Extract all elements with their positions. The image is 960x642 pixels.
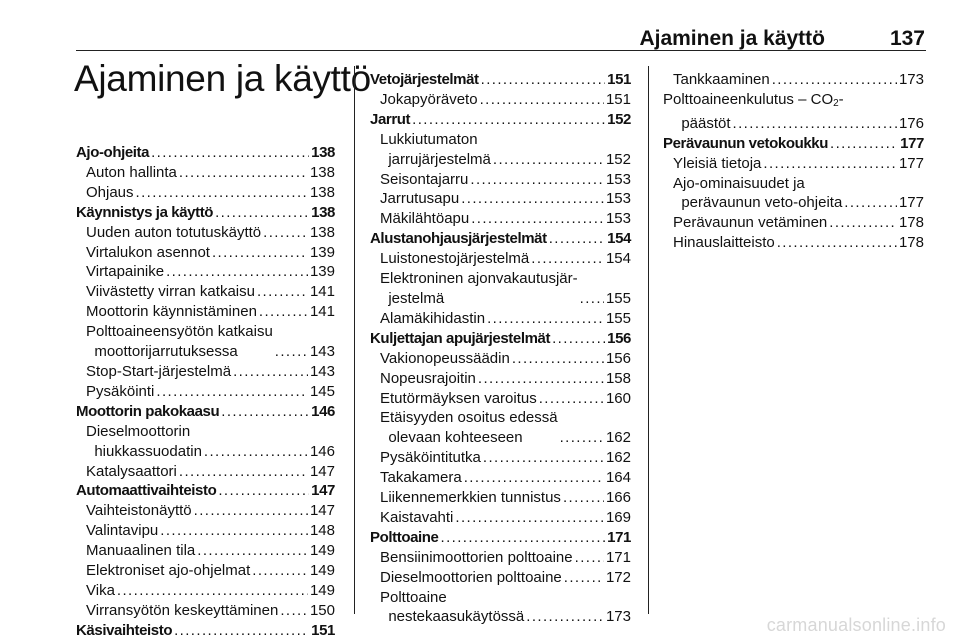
toc-page-number: 151 [311, 621, 335, 639]
chapter-title: Ajaminen ja käyttö [74, 58, 371, 99]
toc-section-entry[interactable] [76, 402, 335, 422]
toc-entry-label: Katalysaattori [86, 462, 177, 480]
toc-page-number: 147 [309, 502, 335, 520]
toc-page-number: 145 [309, 382, 335, 400]
dot-leader [563, 488, 604, 508]
toc-subsection-entry[interactable] [370, 568, 631, 588]
toc-entry-label: Käynnistys ja käyttö [76, 203, 214, 221]
toc-page-number: 150 [309, 601, 335, 619]
toc-page-number: 164 [605, 469, 631, 487]
toc-subsection-entry[interactable] [370, 468, 631, 488]
toc-page-number: 147 [311, 482, 335, 500]
toc-subsection-entry[interactable] [370, 170, 631, 190]
dot-leader [552, 329, 605, 349]
toc-column-middle [370, 70, 631, 627]
dot-leader [212, 243, 308, 263]
toc-entry-label: Kuljettajan apujärjestelmät [370, 329, 551, 347]
toc-page-number: 143 [309, 362, 335, 380]
toc-entry-label: Polttoaine [370, 528, 439, 546]
toc-section-entry[interactable] [76, 143, 335, 163]
toc-page-number: 153 [605, 170, 631, 188]
toc-page-number: 151 [605, 90, 631, 108]
toc-page-number: 149 [309, 581, 335, 599]
toc-entry-label: Pysäköintitutka [380, 449, 481, 467]
toc-page-number: 166 [605, 489, 631, 507]
dot-leader [136, 183, 308, 203]
toc-page-number: 178 [898, 234, 924, 252]
toc-entry-label: Virransyötön keskeyttäminen [86, 601, 279, 619]
toc-entry-label: Lukkiutumaton jarrujärjestelmä [380, 130, 491, 168]
dot-leader [564, 568, 604, 588]
toc-page-number: 171 [607, 528, 631, 546]
dot-leader [487, 309, 604, 329]
dot-leader [263, 223, 308, 243]
toc-entry-label-cont: päästöt [673, 114, 731, 132]
dot-leader [531, 249, 604, 269]
toc-subsection-entry[interactable] [370, 90, 631, 110]
toc-page-number: 138 [309, 223, 335, 241]
dot-leader [166, 262, 308, 282]
toc-page-number: 156 [605, 349, 631, 367]
toc-entry-label: Jarrutusapu [380, 190, 460, 208]
toc-entry-label: Käsivaihteisto [76, 621, 173, 639]
toc-entry-label: Etäisyyden osoitus edessä olevaan kohteeseen [380, 409, 558, 447]
dot-leader [830, 134, 898, 154]
toc-page-number: 143 [309, 343, 335, 361]
toc-subsection-entry[interactable] [370, 408, 631, 448]
toc-subsection-entry[interactable] [370, 349, 631, 369]
toc-subsection-entry[interactable] [370, 189, 631, 209]
toc-section-entry[interactable] [663, 134, 924, 154]
toc-page-number: 160 [605, 389, 631, 407]
dot-leader [455, 508, 604, 528]
toc-entry-label: Dieselmoottorien polttoaine [380, 568, 562, 586]
dot-leader [218, 481, 309, 501]
dot-leader [160, 521, 308, 541]
toc-entry-label: Virtapainike [86, 263, 165, 281]
toc-entry-label: Ajo-ominaisuudet ja perävaunun veto-ohjeita [673, 174, 843, 212]
page-number: 137 [889, 27, 925, 50]
toc-page-number: 155 [605, 289, 631, 307]
toc-page-number: 154 [607, 230, 631, 248]
toc-page-number: 171 [605, 548, 631, 566]
toc-entry-label: Polttoaineensyötön katkaisu moottorijarrutuksessa [86, 323, 273, 361]
dot-leader [151, 143, 309, 163]
dot-leader [829, 213, 897, 233]
dot-leader [257, 282, 308, 302]
toc-subsection-entry[interactable] [663, 233, 924, 253]
toc-entry-label: Vetojärjestelmät [370, 71, 479, 88]
toc-page-number: 149 [309, 562, 335, 580]
toc-subsection-entry[interactable] [76, 262, 335, 282]
dot-leader [194, 501, 308, 521]
dot-leader [471, 209, 604, 229]
dot-leader [512, 349, 604, 369]
toc-subsection-entry[interactable] [76, 322, 335, 362]
toc-page-number: 162 [605, 429, 631, 447]
toc-entry-label: Uuden auton totutuskäyttö [86, 223, 262, 241]
toc-entry-label: Kaistavahti [380, 508, 454, 526]
dot-leader [844, 193, 897, 213]
toc-subsection-entry[interactable] [663, 174, 924, 214]
toc-entry-label: Luistonestojärjestelmä [380, 250, 530, 268]
toc-column-right [663, 70, 924, 253]
dot-leader [215, 203, 309, 223]
toc-subsection-entry[interactable] [370, 209, 631, 229]
toc-entry-label: Perävaunun vetokoukku [663, 134, 828, 152]
dot-leader [174, 621, 309, 641]
toc-entry-label: Elektroniset ajo-ohjelmat [86, 562, 251, 580]
dot-leader [580, 289, 604, 309]
toc-page-number: 153 [605, 190, 631, 208]
toc-subsection-entry[interactable] [663, 154, 924, 174]
toc-section-entry[interactable] [370, 110, 631, 130]
dot-leader [197, 541, 308, 561]
dot-leader [117, 581, 308, 601]
dot-leader [259, 302, 308, 322]
toc-subsection-entry[interactable] [76, 501, 335, 521]
toc-subsection-entry[interactable] [76, 243, 335, 263]
dot-leader [179, 163, 308, 183]
toc-entry-label: Vaihteistonäyttö [86, 502, 192, 520]
dot-leader [777, 233, 897, 253]
dot-leader [280, 601, 308, 621]
dot-leader [549, 229, 605, 249]
toc-page-number: 177 [898, 154, 924, 172]
toc-subsection-entry[interactable] [370, 269, 631, 309]
dot-leader [733, 114, 897, 134]
toc-section-entry[interactable] [370, 70, 631, 90]
toc-subsection-entry[interactable] [76, 362, 335, 382]
toc-page-number: 147 [309, 462, 335, 480]
toc-page-number: 141 [309, 283, 335, 301]
toc-column-left [76, 143, 335, 641]
toc-entry-label: Perävaunun vetäminen [673, 214, 828, 232]
toc-section-entry[interactable] [76, 481, 335, 501]
toc-entry-label: Hinauslaitteisto [673, 234, 775, 252]
toc-subsection-entry[interactable] [76, 601, 335, 621]
toc-entry-label: Alustanohjausjärjestelmät [370, 230, 547, 248]
toc-entry-label: Viivästetty virran katkaisu [86, 283, 255, 301]
toc-entry-label: Tankkaaminen [673, 71, 770, 88]
toc-entry-label: Vakionopeussäädin [380, 349, 510, 367]
toc-section-entry[interactable] [76, 203, 335, 223]
toc-entry-label: Jokapyöräveto [380, 90, 478, 108]
toc-page-number: 152 [605, 150, 631, 168]
dot-leader [560, 428, 604, 448]
toc-section-entry[interactable] [76, 621, 335, 641]
toc-subsection-entry[interactable] [76, 183, 335, 203]
toc-section-entry[interactable] [370, 229, 631, 249]
toc-entry-label: Pysäköinti [86, 382, 155, 400]
toc-page-number: 173 [605, 608, 631, 626]
toc-page-number: 148 [309, 522, 335, 540]
dot-leader [483, 448, 604, 468]
toc-subsection-entry[interactable] [370, 508, 631, 528]
toc-page-number: 149 [309, 542, 335, 560]
toc-page-number: 139 [309, 243, 335, 261]
dot-leader [480, 90, 604, 110]
toc-page-number: 177 [898, 194, 924, 212]
dot-leader [179, 462, 308, 482]
toc-entry-label: Dieselmoottorin hiukkassuodatin [86, 422, 202, 460]
toc-entry-label [673, 114, 731, 134]
toc-entry-label: Moottorin pakokaasu [76, 402, 220, 420]
toc-subsection-entry[interactable] [663, 114, 924, 134]
dot-leader [221, 402, 309, 422]
toc-subsection-entry[interactable] [370, 130, 631, 170]
toc-entry-label: Moottorin käynnistäminen [86, 303, 257, 321]
toc-entry-label: Auton hallinta [86, 163, 177, 181]
toc-entry-label: Virtalukon asennot [86, 243, 210, 261]
toc-page-number: 154 [605, 250, 631, 268]
toc-page-number: 138 [309, 183, 335, 201]
dot-leader [481, 70, 606, 90]
toc-entry-label-text: Polttoaineenkulutus – CO [663, 90, 834, 108]
toc-page-number: 177 [900, 134, 924, 152]
toc-entry-label: Vika [86, 581, 115, 599]
dot-leader [493, 150, 604, 170]
toc-entry-label: Elektroninen ajonvakautusjär- jestelmä [380, 270, 578, 307]
toc-page-number: 156 [607, 329, 631, 347]
toc-entry-label: Etutörmäyksen varoitus [380, 389, 537, 407]
dot-leader [539, 389, 604, 409]
toc-entry-label: Valintavipu [86, 522, 159, 540]
toc-page-number: 169 [605, 508, 631, 526]
toc-subsection-entry[interactable] [76, 541, 335, 561]
toc-page-number: 138 [309, 163, 335, 181]
toc-subsection-entry[interactable] [76, 382, 335, 402]
header-divider [76, 50, 926, 51]
running-header-title: Ajaminen ja käyttö [639, 27, 825, 50]
toc-subsection-entry[interactable] [76, 282, 335, 302]
toc-entry-label: Stop-Start-järjestelmä [86, 362, 232, 380]
dot-leader [478, 369, 604, 389]
toc-entry-label: Yleisiä tietoja [673, 154, 762, 172]
toc-subsection-entry[interactable] [76, 223, 335, 243]
toc-page-number: 138 [311, 144, 335, 161]
toc-entry-label: Jarrut [370, 110, 411, 128]
subscript: 2 [833, 97, 839, 109]
toc-subsection-entry[interactable] [370, 588, 631, 628]
toc-subsection-entry[interactable] [370, 448, 631, 468]
dot-leader [275, 342, 308, 362]
toc-page-number: 178 [898, 214, 924, 232]
toc-subsection-entry[interactable] [663, 70, 924, 90]
dot-leader [526, 607, 604, 627]
toc-entry-label: Ohjaus [86, 183, 134, 201]
toc-section-entry[interactable] [370, 528, 631, 548]
toc-section-entry[interactable] [370, 329, 631, 349]
toc-subsection-entry[interactable] [76, 163, 335, 183]
toc-page-number: 173 [898, 71, 924, 88]
dot-leader [575, 548, 604, 568]
toc-page-number: 139 [309, 263, 335, 281]
toc-entry-label: Takakamera [380, 469, 462, 487]
toc-entry-label: Manuaalinen tila [86, 542, 196, 560]
toc-subsection-entry[interactable] [76, 521, 335, 541]
dot-leader [470, 170, 604, 190]
toc-entry-label: Liikennemerkkien tunnistus [380, 489, 561, 507]
toc-page-number: 146 [309, 442, 335, 460]
toc-page-number: 138 [311, 203, 335, 221]
toc-subsection-entry[interactable] [370, 389, 631, 409]
toc-entry-label: Alamäkihidastin [380, 309, 486, 327]
toc-subsection-entry[interactable] [370, 309, 631, 329]
dot-leader [763, 154, 897, 174]
toc-page-number: 153 [605, 210, 631, 228]
dot-leader [441, 528, 606, 548]
dot-leader [772, 70, 897, 90]
dot-leader [252, 561, 308, 581]
toc-entry-label: Seisontajarru [380, 170, 469, 188]
toc-page-number: 152 [607, 110, 631, 128]
dot-leader [464, 468, 604, 488]
dot-leader [412, 110, 605, 130]
dot-leader [233, 362, 308, 382]
toc-page-number: 146 [311, 402, 335, 420]
toc-subsection-entry[interactable] [76, 581, 335, 601]
toc-subsection-entry[interactable] [370, 249, 631, 269]
toc-page-number: 162 [605, 449, 631, 467]
toc-subsection-entry[interactable] [76, 561, 335, 581]
toc-subsection-entry[interactable] [76, 302, 335, 322]
watermark: carmanualsonline.info [766, 615, 946, 635]
column-divider [354, 66, 355, 614]
toc-page-number: 155 [605, 309, 631, 327]
toc-entry-label: Bensiinimoottorien polttoaine [380, 548, 573, 566]
toc-page-number: 151 [607, 71, 631, 88]
toc-subsection-entry[interactable] [76, 462, 335, 482]
dot-leader [156, 382, 308, 402]
toc-entry-label: Ajo-ohjeita [76, 144, 150, 161]
toc-subsection-entry[interactable] [370, 548, 631, 568]
dot-leader [204, 442, 308, 462]
toc-page-number: 141 [309, 303, 335, 321]
toc-entry-label: Nopeusrajoitin [380, 369, 476, 387]
toc-entry-label: Mäkilähtöapu [380, 210, 470, 228]
toc-subsection-entry[interactable] [663, 213, 924, 233]
column-divider [648, 66, 649, 614]
toc-page-number: 158 [605, 369, 631, 387]
toc-page-number: 176 [898, 114, 924, 132]
toc-page-number: 172 [605, 568, 631, 586]
toc-entry-label: Automaattivaihteisto [76, 482, 217, 500]
toc-subsection-entry[interactable] [370, 488, 631, 508]
toc-entry-label: Polttoaine nestekaasukäytössä [380, 588, 525, 626]
dot-leader [461, 189, 604, 209]
toc-subsection-entry[interactable] [76, 422, 335, 462]
toc-entry-label-suffix: - [838, 90, 844, 108]
toc-subsection-entry[interactable] [370, 369, 631, 389]
